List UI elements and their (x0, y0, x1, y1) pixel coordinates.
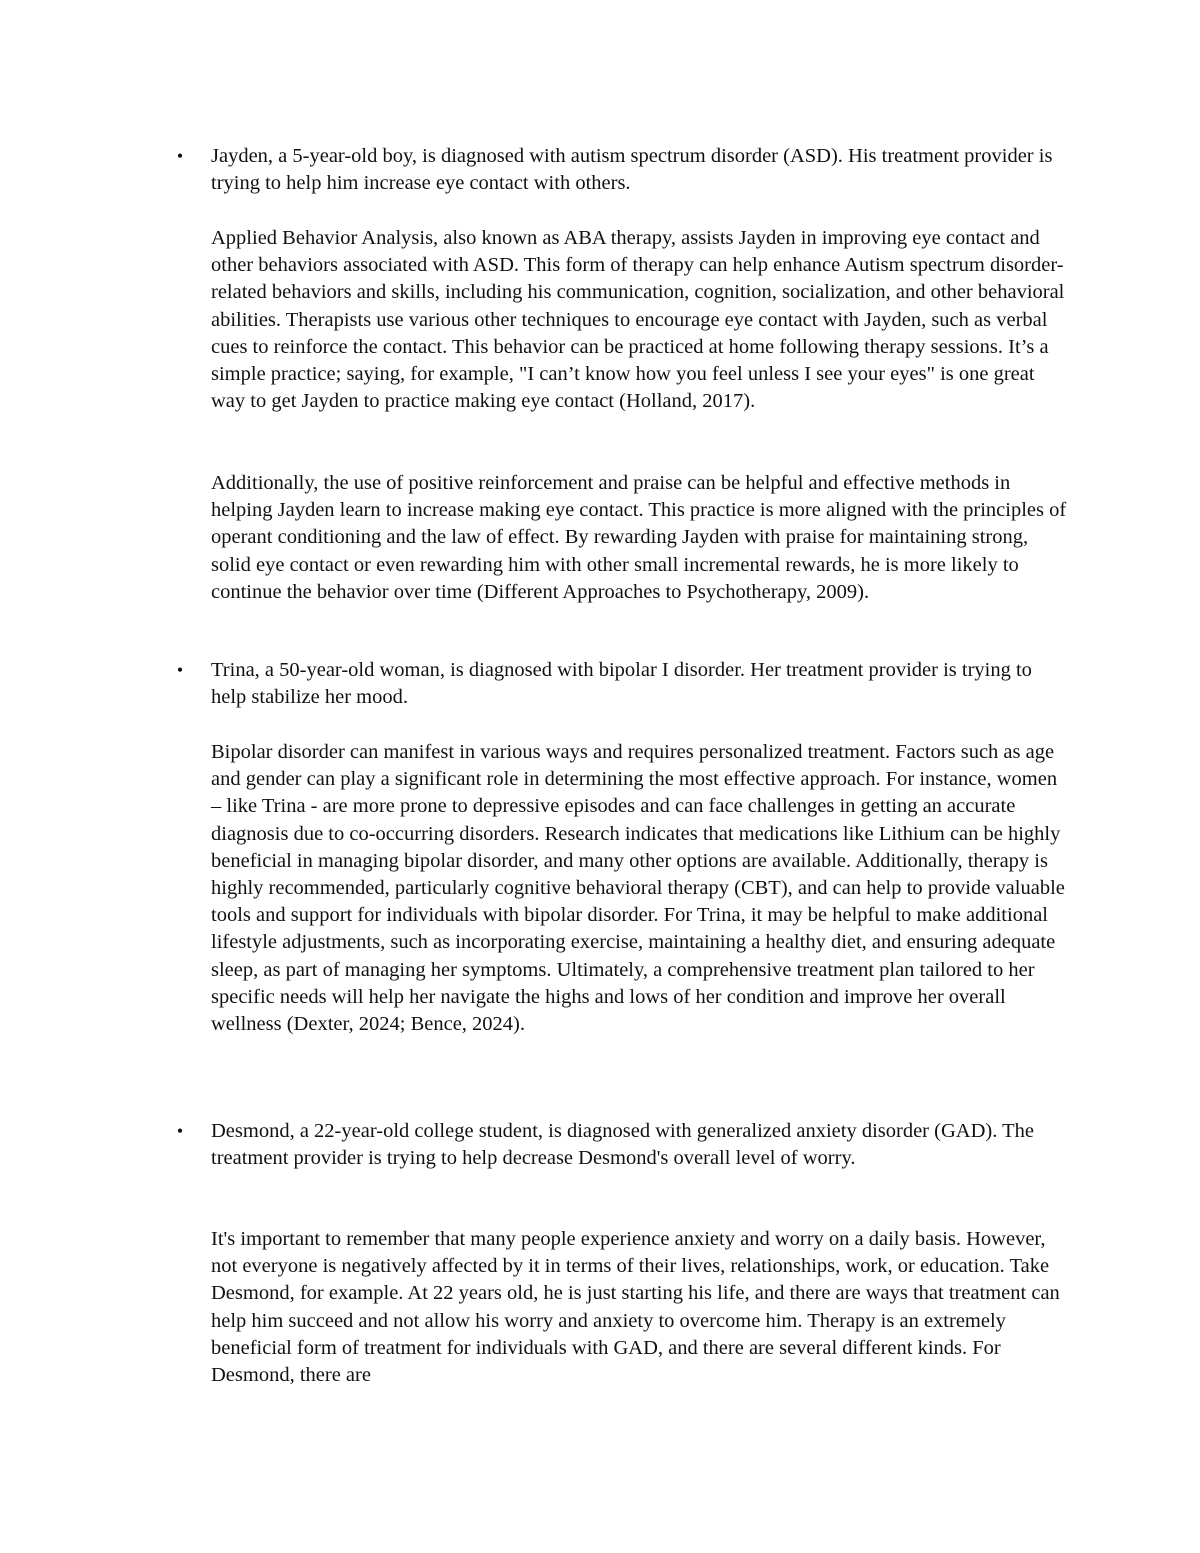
case-paragraph: Additionally, the use of positive reinforcement and praise can be helpful and effective methods in helping Jayden learn to increase making eye contact. This practice is more aligned with the principles of operant conditioning and the law of effect. By rewarding Jayden with praise for maintaining strong, solid eye contact or even rewarding him with other small incremental rewards, he is more likely to continue the behavior over time (Different Approaches to Psychotherapy, 2009). (211, 472, 1067, 603)
case-intro: Jayden, a 5-year-old boy, is diagnosed with autism spectrum disorder (ASD). His treatment provider is trying to help him increase eye contact with others. (211, 145, 1053, 195)
case-intro: Desmond, a 22-year-old college student, is diagnosed with generalized anxiety disorder (GAD). The treatment provider is trying to help decrease Desmond's overall level of worry. (211, 1120, 1034, 1170)
bullet-icon: • (176, 660, 184, 680)
case-paragraph: Bipolar disorder can manifest in various ways and requires personalized treatment. Factors such as age and gender can play a significant role in determining the most effective approach. For instance, women – like Trina - are more prone to depressive episodes and can face challenges in getting an accurate diagnosis due to co-occurring disorders. Research indicates that medications like Lithium can be highly beneficial in managing bipolar disorder, and many other options are available. Additionally, therapy is highly recommended, particularly cognitive behavioral therapy (CBT), and can help to provide valuable tools and support for individuals with bipolar disorder. For Trina, it may be helpful to make additional lifestyle adjustments, such as incorporating exercise, maintaining a healthy diet, and ensuring adequate sleep, as part of managing her symptoms. Ultimately, a comprehensive treatment plan tailored to her specific needs will help her navigate the highs and lows of her condition and improve her overall wellness (Dexter, 2024; Bence, 2024). (211, 741, 1065, 1036)
bullet-icon: • (176, 146, 184, 166)
case-paragraph: It's important to remember that many people experience anxiety and worry on a daily basis. However, not everyone is negatively affected by it in terms of their lives, relationships, work, or education. Take Desmond, for example. At 22 years old, he is just starting his life, and there are ways that treatment can help him succeed and not allow his worry and anxiety to overcome him. Therapy is an extremely beneficial form of treatment for individuals with GAD, and there are several different kinds. For Desmond, there are (211, 1228, 1060, 1387)
case-intro: Trina, a 50-year-old woman, is diagnosed with bipolar I disorder. Her treatment provider is trying to help stabilize her mood. (211, 659, 1032, 709)
case-paragraph: Applied Behavior Analysis, also known as ABA therapy, assists Jayden in improving eye contact and other behaviors associated with ASD. This form of therapy can help enhance Autism spectrum disorder-related behaviors and skills, including his communication, cognition, socialization, and other behavioral abilities. Therapists use various other techniques to encourage eye contact with Jayden, such as verbal cues to reinforce the contact. This behavior can be practiced at home following therapy sessions. It’s a simple practice; saying, for example, "I can’t know how you feel unless I see your eyes" is one great way to get Jayden to practice making eye contact (Holland, 2017). (211, 227, 1065, 413)
bullet-icon: • (176, 1121, 184, 1141)
